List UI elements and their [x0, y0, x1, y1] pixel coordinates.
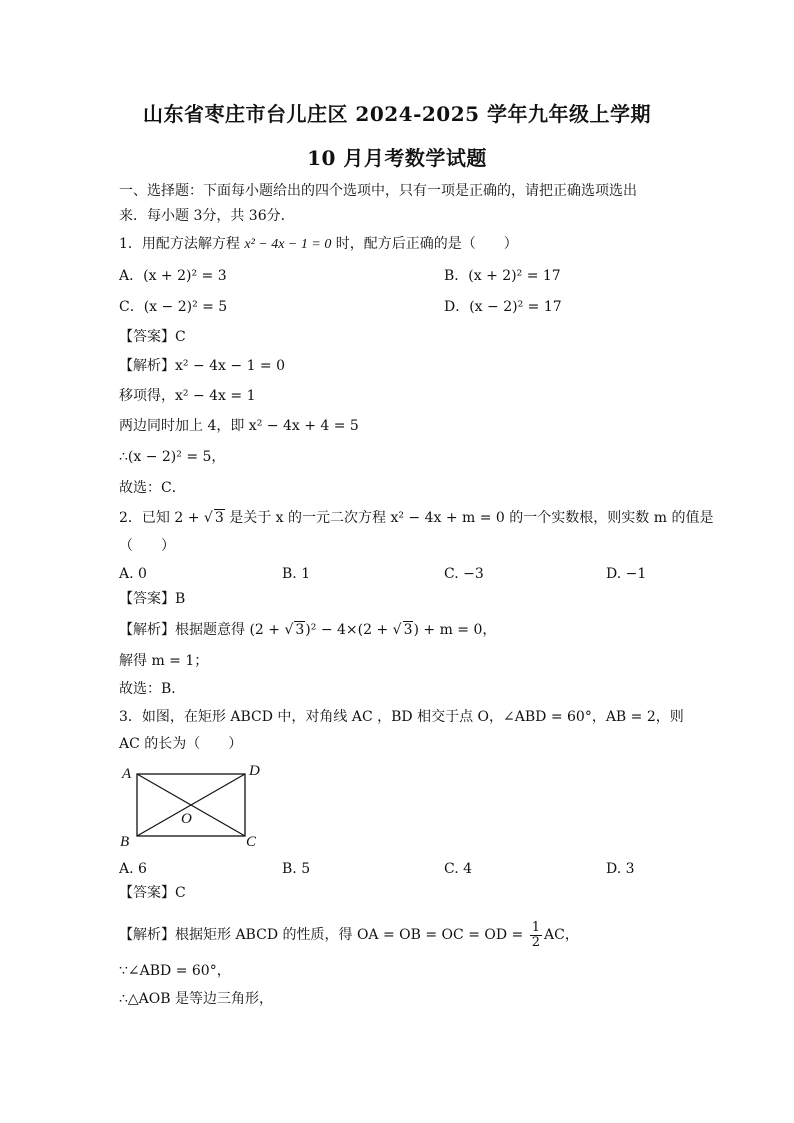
document-title-line1: 山东省枣庄市台儿庄区 2024-2025 学年九年级上学期	[142, 102, 652, 126]
q1-option-c: C．(x − 2)² = 5	[119, 299, 228, 315]
document-title-line2: 10 月月考数学试题	[307, 146, 487, 170]
q2-answer: 【答案】B	[119, 591, 186, 607]
label-d: D	[249, 763, 260, 779]
q1-stem-prefix: 1．用配方法解方程	[119, 236, 245, 252]
q2-analysis-sqrt: 3	[403, 622, 413, 638]
q1-analysis-line: 两边同时加上 4，即 x² − 4x + 4 = 5	[119, 418, 359, 434]
section-intro-line1: 一、选择题：下面每小题给出的四个选项中，只有一项是正确的，请把正确选项选出	[119, 183, 637, 199]
q1-equation: x² − 4x − 1 = 0	[244, 237, 332, 252]
q1-analysis-line: ∴(x − 2)² = 5，	[119, 449, 226, 465]
q1-stem-suffix: 时，配方后正确的是（ ）	[331, 236, 518, 252]
q2-analysis-sqrt: 3	[295, 622, 305, 638]
q2-analysis-part: ) + m = 0，	[413, 622, 497, 638]
q3-answer: 【答案】C	[119, 885, 186, 901]
q3-analysis-line3: ∴△AOB 是等边三角形，	[119, 991, 273, 1007]
q3-analysis-part: 【解析】根据矩形 ABCD 的性质，得 OA = OB = OC = OD =	[119, 927, 528, 943]
q2-option-a: A. 0	[119, 566, 147, 582]
q2-option-c: C. −3	[444, 566, 484, 582]
section-intro-line2: 来．每小题 3分，共 36分．	[119, 208, 295, 224]
q3-analysis-part: AC，	[544, 927, 579, 943]
q3-option-b: B. 5	[282, 861, 311, 877]
label-a: A	[122, 766, 132, 782]
q3-analysis-line1	[119, 918, 579, 952]
q1-option-d: D．(x − 2)² = 17	[444, 299, 562, 315]
q1-analysis-line: 故选：C．	[119, 480, 186, 496]
q3-option-c: C. 4	[444, 861, 473, 877]
q2-stem-suffix: 是关于 x 的一元二次方程 x² − 4x + m = 0 的一个实数根，则实数 m 的值是	[224, 510, 714, 526]
fraction-one-half	[530, 921, 542, 950]
q2-analysis-line2: 解得 m = 1；	[119, 653, 209, 669]
q1-analysis-line: 移项得，x² − 4x = 1	[119, 388, 256, 404]
q1-stem	[119, 234, 518, 255]
q2-option-b: B. 1	[282, 566, 311, 582]
q2-analysis-line3: 故选：B．	[119, 681, 186, 697]
label-o: O	[181, 811, 192, 827]
q1-option-b: B．(x + 2)² = 17	[444, 268, 561, 284]
label-c: C	[246, 834, 257, 850]
q1-analysis-line: 【解析】x² − 4x − 1 = 0	[119, 358, 286, 374]
q2-analysis-part: )² − 4×(2 +	[305, 622, 393, 638]
q2-sqrt-value: 3	[214, 510, 224, 526]
fraction-denominator: 2	[531, 934, 540, 950]
fraction-numerator: 1	[531, 919, 540, 935]
q1-option-a: A．(x + 2)² = 3	[119, 268, 227, 284]
q3-option-d: D. 3	[606, 861, 635, 877]
q2-option-d: D. −1	[606, 566, 647, 582]
q2-analysis-part: 【解析】根据题意得 (2 +	[119, 622, 285, 638]
q1-answer: 【答案】C	[119, 329, 186, 345]
q2-analysis-line1: 【解析】根据题意得 (2 + √ 3)² − 4×(2 + √ 3) + m = 0，	[119, 622, 497, 638]
q3-option-a: A. 6	[119, 861, 147, 877]
rectangle-abcd-figure	[112, 758, 272, 854]
q3-stem-line1: 3．如图，在矩形 ABCD 中，对角线 AC ，BD 相交于点 O，∠ABD = 60°，AB = 2，则	[119, 709, 684, 725]
q2-stem-line2: （ ）	[119, 538, 175, 554]
q3-analysis-line2: ∵∠ABD = 60°，	[119, 963, 231, 979]
q3-stem-line2: AC 的长为（ ）	[119, 736, 243, 752]
label-b: B	[120, 834, 130, 850]
q2-stem-prefix: 2．已知 2 +	[119, 510, 204, 526]
q2-stem-line1: 2．已知 2 + √ 3 是关于 x 的一元二次方程 x² − 4x + m = 0 的一个实数根，则实数 m 的值是	[119, 510, 714, 526]
